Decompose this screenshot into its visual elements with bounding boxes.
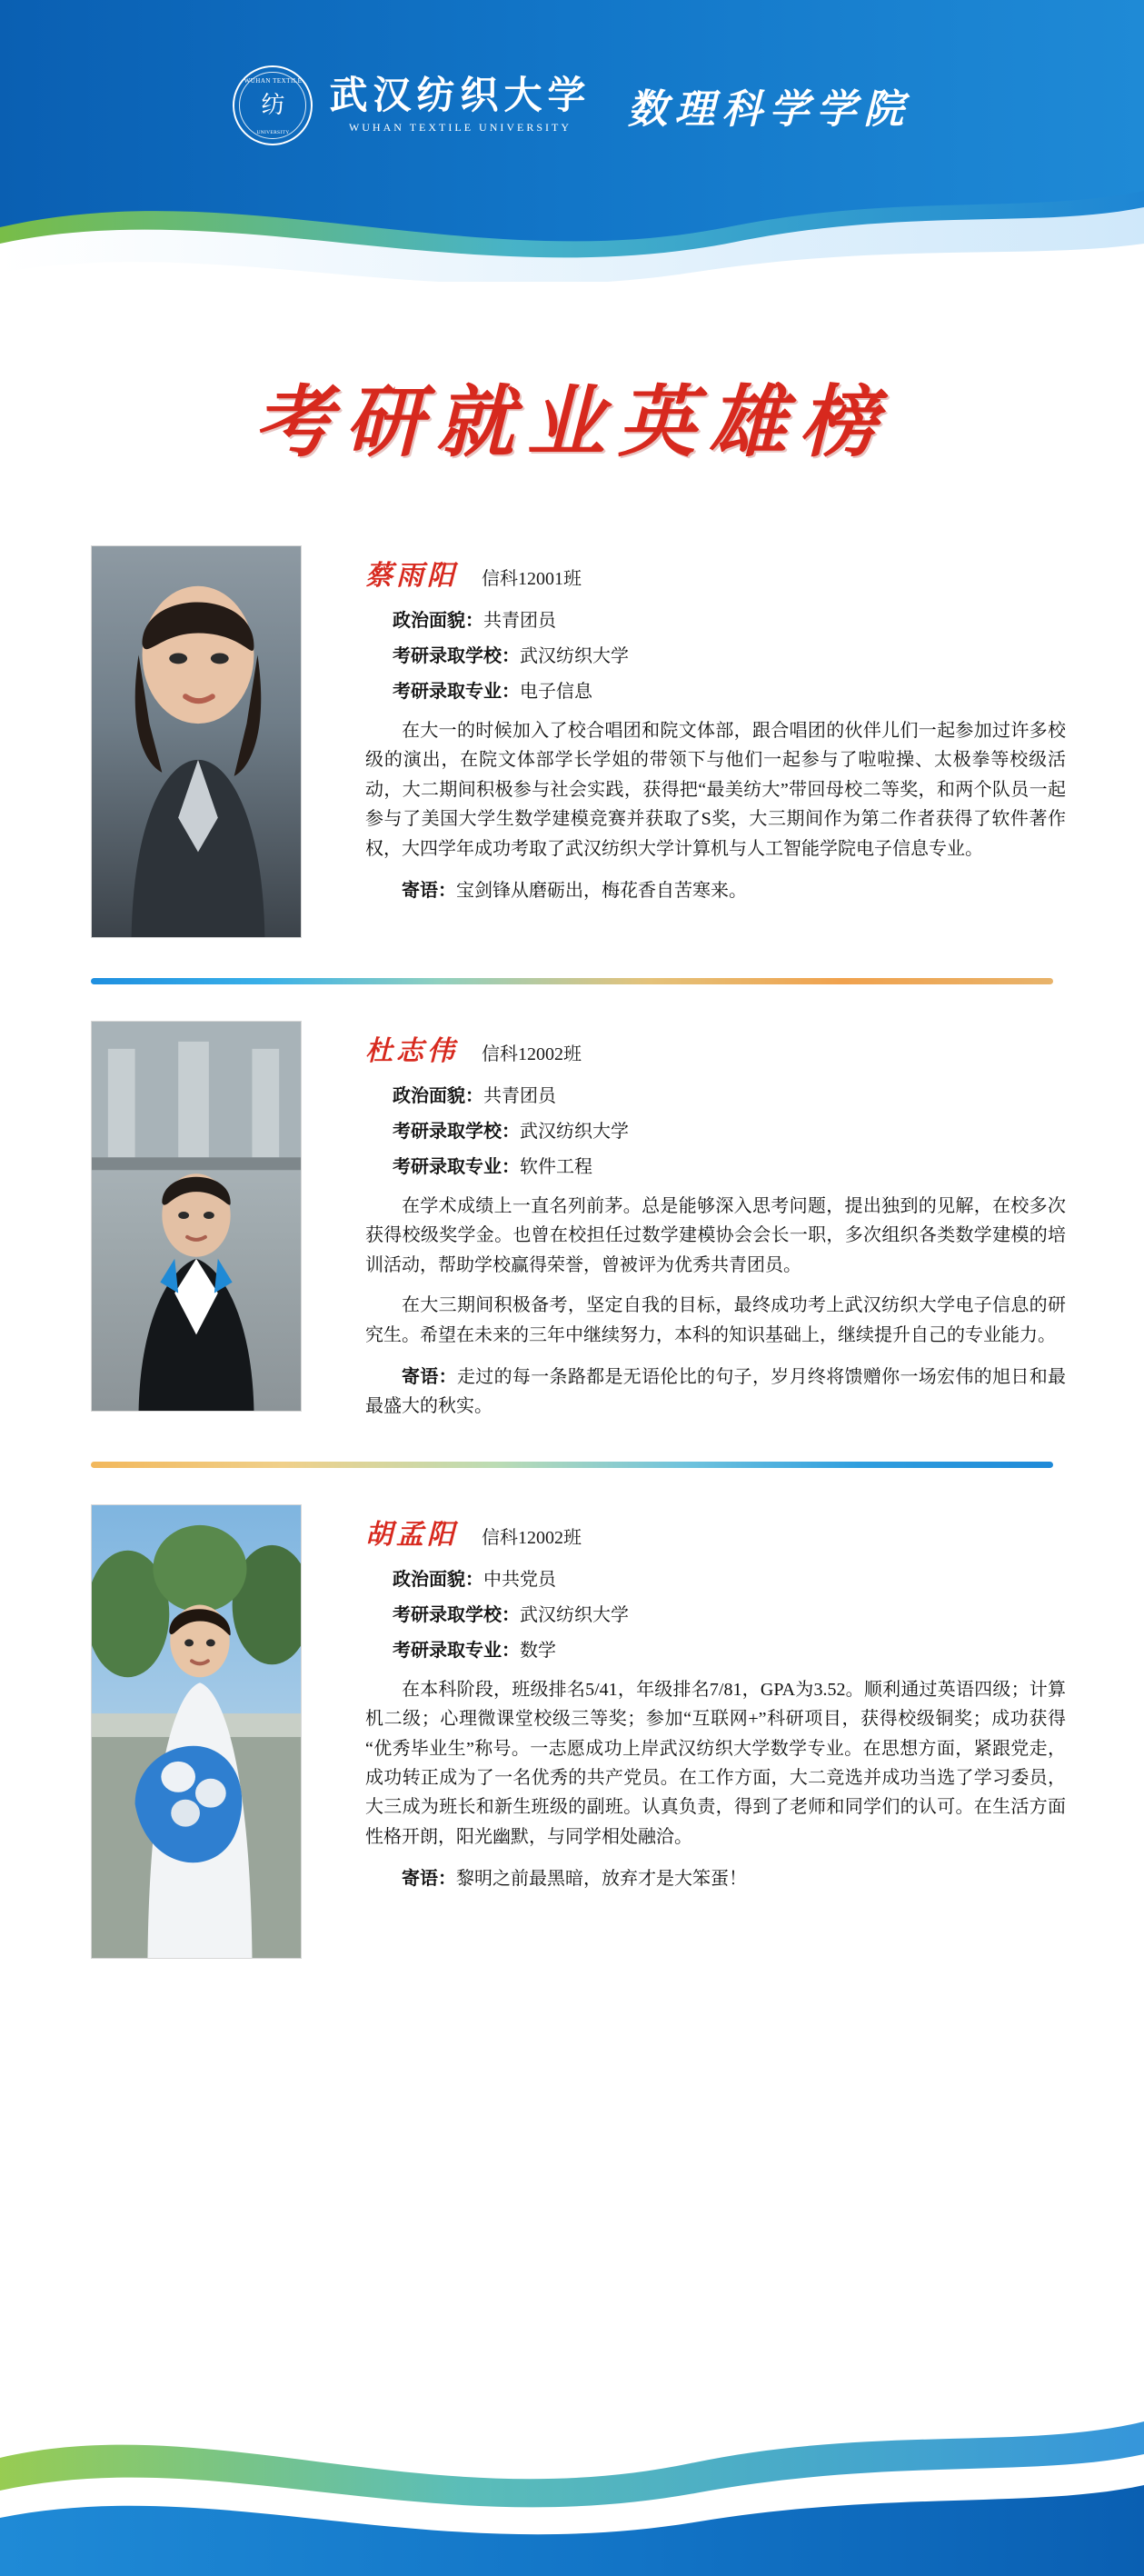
field-major	[393, 678, 1071, 705]
portrait-placeholder-icon	[92, 1505, 301, 1958]
seal-top-text: WUHAN TEXTILE	[244, 77, 303, 85]
section-divider	[91, 978, 1053, 984]
label-motto: 寄语：	[402, 880, 456, 901]
label-school: 考研录取学校：	[393, 1122, 520, 1142]
student-class: 信科12001班	[482, 569, 582, 589]
page-title: 考研就业英雄榜	[254, 379, 890, 466]
student-info	[302, 545, 1071, 905]
portrait-placeholder-icon	[92, 1022, 301, 1411]
poster-footer	[0, 2349, 1144, 2576]
student-bio-paragraph: 在本科阶段，班级排名5/41，年级排名7/81，GPA为3.52。顺利通过英语四级；计算机二级；心理微课堂校级三等奖；参加“互联网+”科研项目，获得校级铜奖；成功获得“优秀毕业生”称号。一志愿成功上岸武汉纺织大学数学专业。在思想方面，紧跟党走，成功转正成为了一名优秀的共产党员。在工作方面，大二竞选并成功当选了学习委员，大三成为班长和新生班级的副班。认真负责，得到了老师和同学们的认可。在生活方面性格开朗，阳光幽默，与同学相处融洽。	[365, 1679, 1066, 1847]
college-name-cn: 数理科学学院	[627, 87, 911, 132]
university-name-block	[329, 76, 591, 134]
value-major: 数学	[520, 1640, 556, 1661]
student-list	[0, 509, 1144, 1959]
label-motto: 寄语：	[402, 1869, 456, 1890]
label-major: 考研录取专业：	[393, 682, 520, 702]
student-motto	[365, 1363, 1071, 1422]
student-motto	[365, 1864, 1071, 1893]
student-bio-paragraph: 在学术成绩上一直名列前茅。总是能够深入思考问题，提出独到的见解，在校多次获得校级奖学金。也曾在校担任过数学建模协会会长一职，多次组织各类数学建模的培训活动，帮助学校赢得荣誉，曾被评为优秀共青团员。	[365, 1196, 1066, 1275]
label-school: 考研录取学校：	[393, 646, 520, 666]
value-motto: 走过的每一条路都是无语伦比的句子，岁月终将馈赠你一场宏伟的旭日和最最盛大的秋实。	[365, 1366, 1067, 1417]
label-motto: 寄语：	[402, 1366, 457, 1387]
header-logo-block	[0, 65, 1144, 150]
value-school: 武汉纺织大学	[520, 1122, 629, 1142]
label-political: 政治面貌：	[393, 611, 483, 631]
field-school	[393, 643, 1071, 670]
student-entry	[0, 984, 1144, 1422]
student-bio-paragraph: 在大一的时候加入了校合唱团和院文体部，跟合唱团的伙伴儿们一起参加过许多校级的演出，在院文体部学长学姐的带领下与他们一起参与了啦啦操、太极拳等校级活动，大二期间积极参与社会实践，获得把“最美纺大”带回母校二等奖，和两个队员一起参与了美国大学生数学建模竞赛并获取了S奖，大三期间作为第二作者获得了软件著作权，大四学年成功考取了武汉纺织大学计算机与人工智能学院电子信息专业。	[365, 721, 1066, 859]
student-photo	[91, 1021, 302, 1412]
label-major: 考研录取专业：	[393, 1157, 520, 1177]
value-political: 共青团员	[483, 1086, 556, 1106]
university-seal-icon	[233, 65, 313, 145]
student-bio-paragraph: 在大三期间积极备考，坚定自我的目标，最终成功考上武汉纺织大学电子信息的研究生。希望在未来的三年中继续努力，本科的知识基础上，继续提升自己的专业能力。	[365, 1295, 1066, 1345]
field-major	[393, 1153, 1071, 1181]
student-class: 信科12002班	[482, 1044, 582, 1064]
value-political: 中共党员	[483, 1569, 556, 1590]
logo-row	[233, 65, 910, 145]
student-name: 蔡雨阳	[365, 561, 458, 591]
portrait-placeholder-icon	[92, 546, 301, 937]
seal-center-text: 纺	[261, 92, 285, 118]
value-major: 电子信息	[520, 682, 592, 702]
field-school	[393, 1118, 1071, 1145]
value-major: 软件工程	[520, 1157, 592, 1177]
label-major: 考研录取专业：	[393, 1640, 520, 1661]
value-motto: 宝剑锋从磨砺出，梅花香自苦寒来。	[456, 880, 747, 901]
section-divider	[91, 1462, 1053, 1468]
student-entry	[0, 509, 1144, 938]
university-name-en: WUHAN TEXTILE UNIVERSITY	[348, 120, 572, 134]
student-info	[302, 1504, 1071, 1894]
student-entry	[0, 1468, 1144, 1959]
footer-wave-decoration	[0, 2349, 1144, 2576]
field-political	[393, 607, 1071, 634]
field-major	[393, 1637, 1071, 1664]
student-name-row	[365, 553, 1071, 593]
student-name: 胡孟阳	[365, 1519, 458, 1550]
student-name-row	[365, 1028, 1071, 1068]
label-political: 政治面貌：	[393, 1569, 483, 1590]
student-photo	[91, 1504, 302, 1959]
value-political: 共青团员	[483, 611, 556, 631]
field-political	[393, 1083, 1071, 1110]
value-school: 武汉纺织大学	[520, 646, 629, 666]
student-name: 杜志伟	[365, 1036, 458, 1066]
university-name-cn: 武汉纺织大学	[329, 75, 592, 118]
student-name-row	[365, 1512, 1071, 1552]
seal-bottom-text: UNIVERSITY	[256, 130, 290, 135]
poster-header	[0, 0, 1144, 282]
student-motto	[365, 876, 1071, 905]
value-motto: 黎明之前最黑暗，放弃才是大笨蛋！	[456, 1869, 747, 1890]
field-school	[393, 1602, 1071, 1629]
student-photo	[91, 545, 302, 938]
student-info	[302, 1021, 1071, 1422]
student-class: 信科12002班	[482, 1527, 582, 1548]
value-school: 武汉纺织大学	[520, 1604, 629, 1625]
field-political	[393, 1566, 1071, 1593]
label-school: 考研录取学校：	[393, 1604, 520, 1625]
label-political: 政治面貌：	[393, 1086, 483, 1106]
